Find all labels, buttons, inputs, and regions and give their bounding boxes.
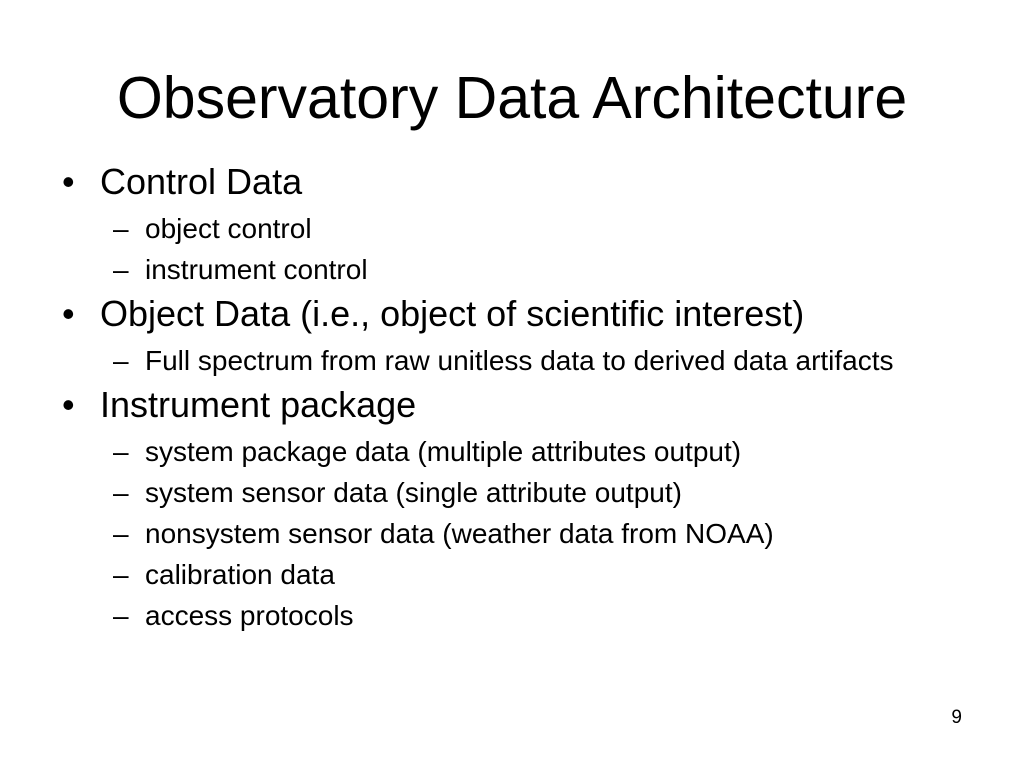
sub-item-text: access protocols xyxy=(145,600,354,631)
sub-item xyxy=(62,212,962,245)
bullet-text: Instrument package xyxy=(100,384,417,425)
sub-item xyxy=(62,476,962,509)
dash-icon: – xyxy=(113,559,129,590)
sub-item xyxy=(62,344,962,377)
dash-icon: – xyxy=(113,213,129,244)
dash-icon: – xyxy=(113,436,129,467)
bullet-icon: • xyxy=(62,384,75,425)
page-number: 9 xyxy=(951,707,962,728)
sub-item-text: Full spectrum from raw unitless data to derived data artifacts xyxy=(145,345,894,376)
bullet-list xyxy=(62,160,962,632)
bullet-item-object-data xyxy=(62,292,962,336)
dash-icon: – xyxy=(113,518,129,549)
sub-item-text: system package data (multiple attributes output) xyxy=(145,436,742,467)
bullet-item-instrument-package xyxy=(62,383,962,427)
sub-item-text: system sensor data (single attribute output) xyxy=(145,477,682,508)
sub-item-text: instrument control xyxy=(145,254,368,285)
bullet-icon: • xyxy=(62,293,75,334)
dash-icon: – xyxy=(113,600,129,631)
dash-icon: – xyxy=(113,345,129,376)
sub-item xyxy=(62,599,962,632)
sub-list xyxy=(62,435,962,632)
sub-item-text: nonsystem sensor data (weather data from NOAA) xyxy=(145,518,774,549)
dash-icon: – xyxy=(113,254,129,285)
bullet-text: Control Data xyxy=(100,161,303,202)
sub-list xyxy=(62,212,962,286)
sub-item-text: object control xyxy=(145,213,312,244)
sub-item xyxy=(62,517,962,550)
sub-item-text: calibration data xyxy=(145,559,335,590)
bullet-item-control-data xyxy=(62,160,962,204)
bullet-icon: • xyxy=(62,161,75,202)
bullet-text: Object Data (i.e., object of scientific interest) xyxy=(100,293,805,334)
sub-item xyxy=(62,253,962,286)
sub-list xyxy=(62,344,962,377)
sub-item xyxy=(62,558,962,591)
dash-icon: – xyxy=(113,477,129,508)
sub-item xyxy=(62,435,962,468)
slide-title: Observatory Data Architecture xyxy=(116,65,908,131)
